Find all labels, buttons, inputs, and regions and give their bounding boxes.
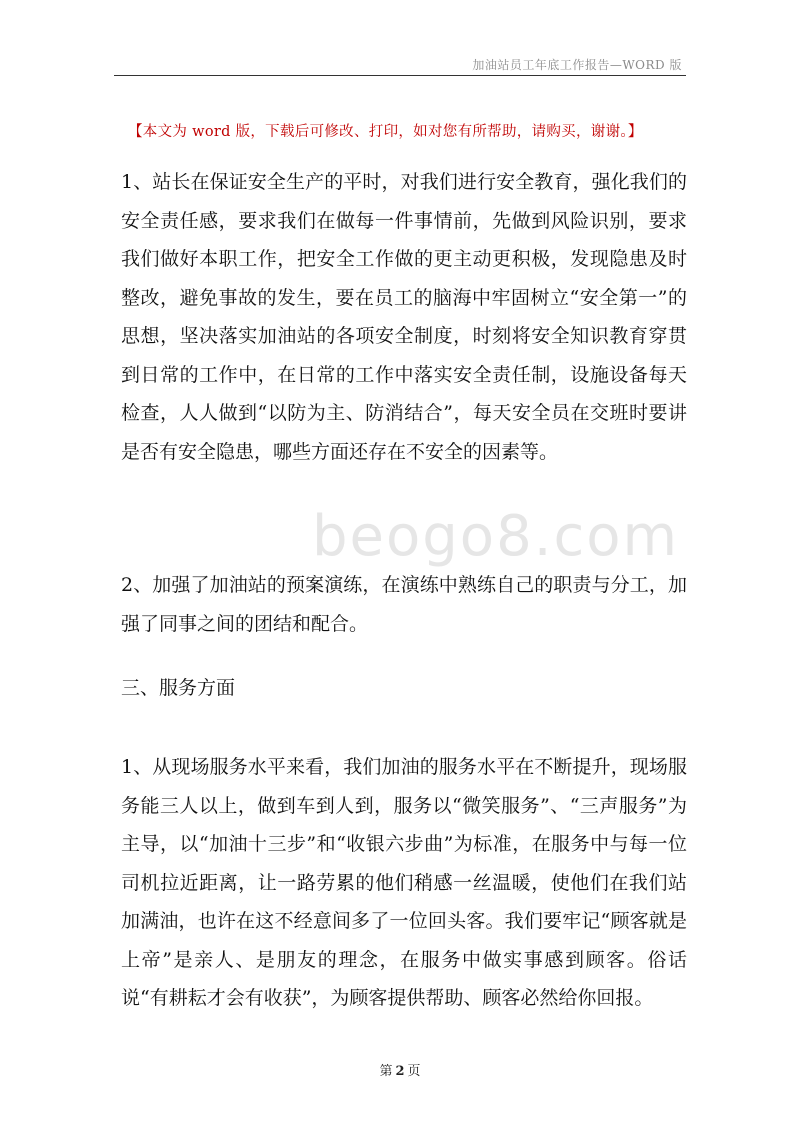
paragraph-safety-education: 1、站长在保证安全生产的平时，对我们进行安全教育，强化我们的安全责任感，要求我们在做每一件事情前，先做到风险识别，要求我们做好本职工作，把安全工作做的更主动更积极，发现隐患及时整改，避免事故的发生，要在员工的脑海中牢固树立“安全第一”的思想，坚决落实加油站的各项安全制度，时刻将安全知识教育穿贯到日常的工作中，在日常的工作中落实安全责任制，设施设备每天检查，人人做到“以防为主、防消结合”，每天安全员在交班时要讲是否有安全隐患，哪些方面还存在不安全的因素等。: [121, 171, 687, 463]
section-heading-service: 三、服务方面: [121, 677, 236, 699]
page-number: 2: [395, 1064, 405, 1079]
footer-prefix: 第: [379, 1064, 393, 1079]
download-notice: 【本文为 word 版，下载后可修改、打印，如对您有所帮助，请购买，谢谢。】: [128, 124, 643, 140]
header-title: 加油站员工年底工作报告—WORD 版: [472, 58, 682, 72]
paragraph-service-level: 1、从现场服务水平来看，我们加油的服务水平在不断提升，现场服务能三人以上，做到车到人到，服务以“微笑服务”、“三声服务”为主导，以“加油十三步”和“收银六步曲”为标准，在服务中与每一位司机拉近距离，让一路劳累的他们稍感一丝温暖，使他们在我们站加满油，也许在这不经意间多了一位回头客。我们要牢记“顾客就是上帝”是亲人、是朋友的理念，在服务中做实事感到顾客。俗话说“有耕耘才会有收获”，为顾客提供帮助、顾客必然给你回报。: [121, 756, 687, 1009]
header-divider: [114, 75, 686, 76]
watermark: beogo8.com: [312, 504, 680, 569]
paragraph-drill: 2、加强了加油站的预案演练，在演练中熟练自己的职责与分工，加强了同事之间的团结和配合。: [121, 574, 687, 635]
page-footer: [0, 1060, 800, 1079]
footer-suffix: 页: [407, 1064, 421, 1079]
